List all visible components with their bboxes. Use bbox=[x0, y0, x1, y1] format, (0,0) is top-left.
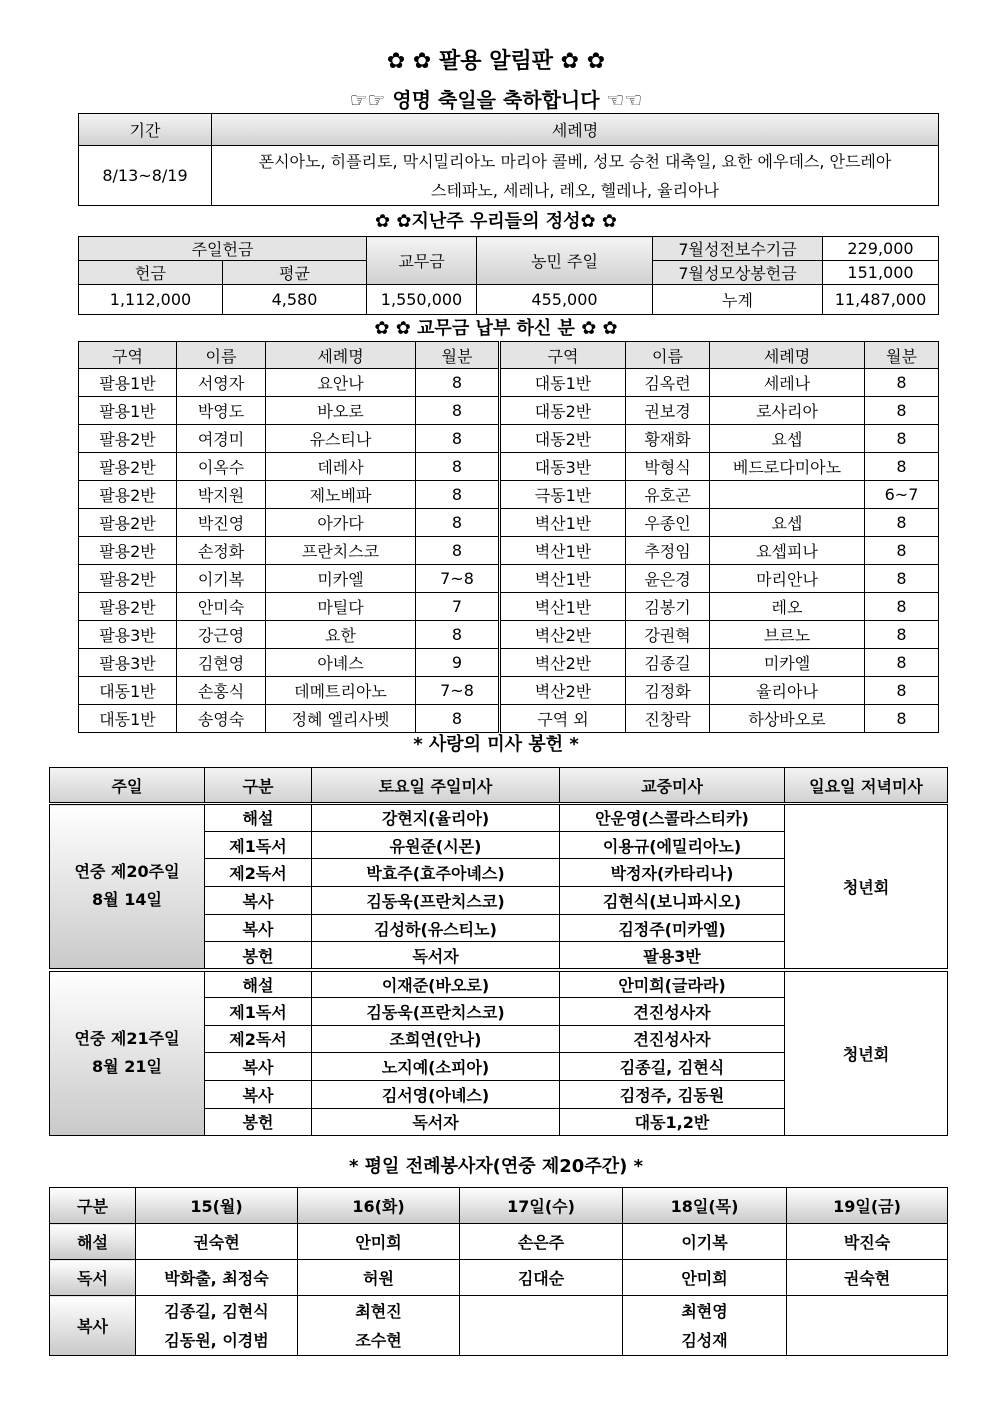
dues-cell: 팔용2반 bbox=[79, 593, 177, 621]
mass-cell: 이재준(바오로) bbox=[312, 970, 560, 998]
dues-row bbox=[79, 509, 939, 537]
dues-cell: 9 bbox=[416, 649, 500, 677]
dues-cell: 박지원 bbox=[177, 481, 266, 509]
weekday-header: 구분 bbox=[50, 1188, 136, 1224]
dues-cell: 베드로다미아노 bbox=[710, 453, 865, 481]
feast-header-period: 기간 bbox=[79, 114, 212, 146]
dues-cell: 8 bbox=[865, 565, 939, 593]
dues-cell: 율리아나 bbox=[710, 677, 865, 705]
dues-header: 월분 bbox=[865, 342, 939, 369]
mass-cell: 복사 bbox=[205, 1053, 312, 1081]
mass-week-date: 8월 14일 bbox=[92, 890, 162, 910]
offering-header-avg: 평균 bbox=[223, 261, 367, 285]
mass-cell: 조희연(안나) bbox=[312, 1025, 560, 1053]
mass-cell: 이용규(에밀리아노) bbox=[560, 831, 785, 859]
mass-week-date: 8월 21일 bbox=[92, 1057, 162, 1077]
dues-cell: 박영도 bbox=[177, 397, 266, 425]
dues-cell: 벽산1반 bbox=[500, 593, 626, 621]
dues-cell: 대동3반 bbox=[500, 453, 626, 481]
dues-cell: 벽산2반 bbox=[500, 649, 626, 677]
dues-cell: 벽산1반 bbox=[500, 509, 626, 537]
dues-cell: 마틸다 bbox=[266, 593, 416, 621]
dues-cell: 강근영 bbox=[177, 621, 266, 649]
offering-dues: 1,550,000 bbox=[367, 285, 477, 315]
dues-cell: 팔용2반 bbox=[79, 425, 177, 453]
weekday-table bbox=[49, 1187, 948, 1356]
mass-week bbox=[50, 804, 205, 970]
dues-cell: 벽산2반 bbox=[500, 677, 626, 705]
dues-cell: 마리안나 bbox=[710, 565, 865, 593]
feast-period: 8/13~8/19 bbox=[79, 146, 212, 206]
dues-cell: 손정화 bbox=[177, 537, 266, 565]
offering-header-sunday: 주일헌금 bbox=[79, 237, 367, 261]
mass-cell: 제2독서 bbox=[205, 859, 312, 887]
dues-cell: 요안나 bbox=[266, 369, 416, 397]
dues-cell: 프란치스코 bbox=[266, 537, 416, 565]
dues-cell: 강권혁 bbox=[626, 621, 710, 649]
mass-cell: 안미희(글라라) bbox=[560, 970, 785, 998]
dues-cell: 8 bbox=[865, 369, 939, 397]
mass-week-name: 연중 제21주일 bbox=[74, 1029, 180, 1049]
mass-cell: 제1독서 bbox=[205, 997, 312, 1025]
feast-names-line2: 스테파노, 세레나, 레오, 헬레나, 율리아나 bbox=[431, 180, 719, 200]
dues-cell: 세레나 bbox=[710, 369, 865, 397]
weekday-server bbox=[460, 1326, 622, 1355]
dues-cell: 팔용1반 bbox=[79, 397, 177, 425]
mass-cell: 견진성사자 bbox=[560, 1025, 785, 1053]
weekday-header: 16(화) bbox=[298, 1188, 460, 1224]
dues-cell: 박형식 bbox=[626, 453, 710, 481]
dues-cell: 6~7 bbox=[865, 481, 939, 509]
offering-header-farmer: 농민 주일 bbox=[477, 237, 653, 285]
dues-cell: 정혜 엘리사벳 bbox=[266, 705, 416, 733]
mass-cell: 해설 bbox=[205, 970, 312, 998]
mass-header: 구분 bbox=[205, 768, 312, 804]
mass-cell: 복사 bbox=[205, 1080, 312, 1108]
dues-row bbox=[79, 369, 939, 397]
weekday-cell: 권숙현 bbox=[787, 1260, 948, 1296]
dues-cell: 대동1반 bbox=[500, 369, 626, 397]
dues-row bbox=[79, 649, 939, 677]
dues-cell: 8 bbox=[865, 677, 939, 705]
mass-cell: 봉헌 bbox=[205, 1108, 312, 1136]
mass-week bbox=[50, 970, 205, 1136]
dues-cell: 8 bbox=[865, 705, 939, 733]
feast-names-line1: 폰시아노, 히플리토, 막시밀리아노 마리아 콜베, 성모 승천 대축일, 요한 에우데스, 안드레아 bbox=[258, 151, 892, 171]
dues-cell: 팔용2반 bbox=[79, 565, 177, 593]
dues-cell: 벽산1반 bbox=[500, 537, 626, 565]
dues-cell: 데메트리아노 bbox=[266, 677, 416, 705]
weekday-server: 김동원, 이경범 bbox=[164, 1330, 269, 1350]
dues-cell: 8 bbox=[416, 453, 500, 481]
dues-cell: 구역 외 bbox=[500, 705, 626, 733]
feast-table bbox=[78, 113, 939, 206]
weekday-cell bbox=[298, 1296, 460, 1356]
mass-cell: 대동1,2반 bbox=[560, 1108, 785, 1136]
mass-cell: 김성하(유스티노) bbox=[312, 914, 560, 942]
weekday-server: 최현영 bbox=[681, 1301, 728, 1321]
dues-row bbox=[79, 621, 939, 649]
mass-cell: 김서영(아녜스) bbox=[312, 1080, 560, 1108]
dues-cell: 8 bbox=[865, 537, 939, 565]
dues-header: 구역 bbox=[500, 342, 626, 369]
weekday-server: 조수현 bbox=[355, 1330, 402, 1350]
dues-table bbox=[78, 341, 939, 733]
dues-cell: 7~8 bbox=[416, 677, 500, 705]
dues-cell: 8 bbox=[416, 537, 500, 565]
offering-table bbox=[78, 236, 939, 315]
dues-cell: 팔용2반 bbox=[79, 481, 177, 509]
total-value: 11,487,000 bbox=[823, 285, 939, 315]
dues-cell: 8 bbox=[416, 481, 500, 509]
dues-cell: 하상바오로 bbox=[710, 705, 865, 733]
dues-cell: 요셉 bbox=[710, 509, 865, 537]
dues-cell: 김옥련 bbox=[626, 369, 710, 397]
offering-header-dues: 교무금 bbox=[367, 237, 477, 285]
dues-cell: 손홍식 bbox=[177, 677, 266, 705]
dues-header: 구역 bbox=[79, 342, 177, 369]
dues-cell: 대동1반 bbox=[79, 677, 177, 705]
weekday-cell: 박진숙 bbox=[787, 1224, 948, 1260]
dues-row bbox=[79, 677, 939, 705]
dues-cell: 브르노 bbox=[710, 621, 865, 649]
dues-cell: 팔용2반 bbox=[79, 509, 177, 537]
dues-header: 이름 bbox=[177, 342, 266, 369]
mass-cell: 안운영(스콜라스티카) bbox=[560, 804, 785, 832]
weekday-role: 독서 bbox=[50, 1260, 136, 1296]
weekday-header: 19일(금) bbox=[787, 1188, 948, 1224]
dues-cell: 8 bbox=[416, 621, 500, 649]
dues-cell: 7 bbox=[416, 593, 500, 621]
mass-cell: 유원준(시몬) bbox=[312, 831, 560, 859]
weekday-role: 복사 bbox=[50, 1296, 136, 1356]
weekday-title: * 평일 전례봉사자(연중 제20주간) * bbox=[348, 1156, 644, 1177]
dues-cell: 로사리아 bbox=[710, 397, 865, 425]
fund2-label: 7월성모상봉헌금 bbox=[653, 261, 823, 285]
mass-cell: 박정자(카타리나) bbox=[560, 859, 785, 887]
total-label: 누계 bbox=[653, 285, 823, 315]
dues-row bbox=[79, 425, 939, 453]
dues-cell: 8 bbox=[865, 509, 939, 537]
mass-cell: 견진성사자 bbox=[560, 997, 785, 1025]
dues-cell: 8 bbox=[416, 397, 500, 425]
weekday-server: 김종길, 김현식 bbox=[164, 1301, 269, 1321]
dues-cell: 8 bbox=[865, 621, 939, 649]
mass-cell: 해설 bbox=[205, 804, 312, 832]
dues-cell: 7~8 bbox=[416, 565, 500, 593]
dues-cell: 8 bbox=[865, 425, 939, 453]
dues-cell: 극동1반 bbox=[500, 481, 626, 509]
offering-avg: 4,580 bbox=[223, 285, 367, 315]
weekday-cell: 허원 bbox=[298, 1260, 460, 1296]
weekday-cell bbox=[623, 1296, 787, 1356]
dues-cell: 안미숙 bbox=[177, 593, 266, 621]
dues-cell: 요셉피나 bbox=[710, 537, 865, 565]
dues-cell: 바오로 bbox=[266, 397, 416, 425]
dues-cell: 8 bbox=[416, 509, 500, 537]
offering-title: ✿ ✿지난주 우리들의 정성✿ ✿ bbox=[375, 211, 617, 232]
weekday-cell: 손은주 bbox=[460, 1224, 623, 1260]
dues-cell: 요한 bbox=[266, 621, 416, 649]
dues-cell: 팔용3반 bbox=[79, 649, 177, 677]
dues-cell: 김정화 bbox=[626, 677, 710, 705]
weekday-row bbox=[50, 1260, 948, 1296]
weekday-server bbox=[787, 1326, 947, 1355]
dues-cell: 서영자 bbox=[177, 369, 266, 397]
dues-header: 세례명 bbox=[710, 342, 865, 369]
dues-cell: 미카엘 bbox=[266, 565, 416, 593]
dues-cell: 김종길 bbox=[626, 649, 710, 677]
fund2-value: 151,000 bbox=[823, 261, 939, 285]
weekday-cell bbox=[787, 1296, 948, 1356]
mass-header: 토요일 주일미사 bbox=[312, 768, 560, 804]
dues-row bbox=[79, 453, 939, 481]
fund1-label: 7월성전보수기금 bbox=[653, 237, 823, 261]
mass-cell: 김현식(보니파시오) bbox=[560, 887, 785, 915]
dues-header: 이름 bbox=[626, 342, 710, 369]
dues-cell: 팔용1반 bbox=[79, 369, 177, 397]
mass-cell: 김정주(미카엘) bbox=[560, 914, 785, 942]
mass-cell: 김동욱(프란치스코) bbox=[312, 887, 560, 915]
weekday-role: 해설 bbox=[50, 1224, 136, 1260]
mass-week-name: 연중 제20주일 bbox=[74, 862, 180, 882]
feast-names bbox=[212, 146, 939, 206]
weekday-cell: 이기복 bbox=[623, 1224, 787, 1260]
mass-cell: 강현지(율리아) bbox=[312, 804, 560, 832]
weekday-header: 15(월) bbox=[136, 1188, 298, 1224]
mass-cell: 제2독서 bbox=[205, 1025, 312, 1053]
weekday-cell bbox=[460, 1296, 623, 1356]
dues-cell: 김현영 bbox=[177, 649, 266, 677]
dues-cell: 요셉 bbox=[710, 425, 865, 453]
mass-header: 교중미사 bbox=[560, 768, 785, 804]
dues-cell: 유호곤 bbox=[626, 481, 710, 509]
weekday-server bbox=[460, 1297, 622, 1326]
dues-cell: 아가다 bbox=[266, 509, 416, 537]
dues-row bbox=[79, 565, 939, 593]
weekday-cell: 안미희 bbox=[623, 1260, 787, 1296]
dues-cell: 진창락 bbox=[626, 705, 710, 733]
dues-cell: 김봉기 bbox=[626, 593, 710, 621]
offering-header-cash: 헌금 bbox=[79, 261, 223, 285]
mass-cell: 독서자 bbox=[312, 942, 560, 970]
dues-cell: 대동2반 bbox=[500, 425, 626, 453]
offering-cash: 1,112,000 bbox=[79, 285, 223, 315]
mass-cell: 독서자 bbox=[312, 1108, 560, 1136]
dues-cell: 8 bbox=[416, 369, 500, 397]
dues-cell: 대동1반 bbox=[79, 705, 177, 733]
feast-header-names: 세례명 bbox=[212, 114, 939, 146]
dues-row bbox=[79, 705, 939, 733]
mass-evening: 청년회 bbox=[785, 970, 948, 1136]
dues-cell: 레오 bbox=[710, 593, 865, 621]
weekday-server bbox=[787, 1297, 947, 1326]
dues-cell: 팔용3반 bbox=[79, 621, 177, 649]
dues-cell: 송영숙 bbox=[177, 705, 266, 733]
dues-cell: 권보경 bbox=[626, 397, 710, 425]
dues-cell: 미카엘 bbox=[710, 649, 865, 677]
weekday-header: 18일(목) bbox=[623, 1188, 787, 1224]
mass-table bbox=[49, 767, 948, 1136]
mass-cell: 김종길, 김현식 bbox=[560, 1053, 785, 1081]
mass-cell: 제1독서 bbox=[205, 831, 312, 859]
weekday-cell: 김대순 bbox=[460, 1260, 623, 1296]
mass-cell: 복사 bbox=[205, 914, 312, 942]
dues-cell: 윤은경 bbox=[626, 565, 710, 593]
page-subtitle: ☞☞ 영명 축일을 축하합니다 ☜☜ bbox=[349, 88, 643, 112]
mass-header: 일요일 저녁미사 bbox=[785, 768, 948, 804]
dues-row bbox=[79, 537, 939, 565]
mass-cell: 박효주(효주아녜스) bbox=[312, 859, 560, 887]
fund1-value: 229,000 bbox=[823, 237, 939, 261]
dues-cell: 8 bbox=[865, 593, 939, 621]
weekday-cell: 박화출, 최정숙 bbox=[136, 1260, 298, 1296]
page-title: ✿ ✿ 팔용 알림판 ✿ ✿ bbox=[386, 49, 606, 74]
weekday-cell bbox=[136, 1296, 298, 1356]
weekday-row bbox=[50, 1224, 948, 1260]
mass-cell: 봉헌 bbox=[205, 942, 312, 970]
dues-title: ✿ ✿ 교무금 납부 하신 분 ✿ ✿ bbox=[374, 318, 618, 339]
dues-cell: 벽산1반 bbox=[500, 565, 626, 593]
dues-cell: 아녜스 bbox=[266, 649, 416, 677]
dues-cell: 데레사 bbox=[266, 453, 416, 481]
dues-cell: 8 bbox=[865, 649, 939, 677]
dues-cell bbox=[710, 481, 865, 509]
dues-cell: 이기복 bbox=[177, 565, 266, 593]
dues-cell: 유스티나 bbox=[266, 425, 416, 453]
weekday-row bbox=[50, 1296, 948, 1356]
dues-row bbox=[79, 481, 939, 509]
mass-header: 주일 bbox=[50, 768, 205, 804]
mass-evening: 청년회 bbox=[785, 804, 948, 970]
dues-cell: 벽산2반 bbox=[500, 621, 626, 649]
dues-cell: 팔용2반 bbox=[79, 537, 177, 565]
dues-header: 월분 bbox=[416, 342, 500, 369]
weekday-header: 17일(수) bbox=[460, 1188, 623, 1224]
dues-header: 세례명 bbox=[266, 342, 416, 369]
dues-cell: 우종인 bbox=[626, 509, 710, 537]
weekday-cell: 권숙현 bbox=[136, 1224, 298, 1260]
mass-cell: 김동욱(프란치스코) bbox=[312, 997, 560, 1025]
dues-cell: 8 bbox=[865, 453, 939, 481]
dues-cell: 추정임 bbox=[626, 537, 710, 565]
dues-cell: 8 bbox=[416, 705, 500, 733]
dues-cell: 황재화 bbox=[626, 425, 710, 453]
weekday-cell: 안미희 bbox=[298, 1224, 460, 1260]
dues-row bbox=[79, 593, 939, 621]
weekday-server: 최현진 bbox=[355, 1301, 402, 1321]
mass-cell: 김정주, 김동원 bbox=[560, 1080, 785, 1108]
mass-cell: 복사 bbox=[205, 887, 312, 915]
dues-row bbox=[79, 397, 939, 425]
dues-cell: 팔용2반 bbox=[79, 453, 177, 481]
weekday-server: 김성재 bbox=[681, 1330, 728, 1350]
mass-cell: 팔용3반 bbox=[560, 942, 785, 970]
mass-row bbox=[50, 970, 948, 998]
dues-cell: 제노베파 bbox=[266, 481, 416, 509]
dues-cell: 8 bbox=[865, 397, 939, 425]
mass-title: * 사랑의 미사 봉헌 * bbox=[413, 734, 579, 755]
mass-row bbox=[50, 804, 948, 832]
dues-cell: 이옥수 bbox=[177, 453, 266, 481]
mass-cell: 노지예(소피아) bbox=[312, 1053, 560, 1081]
dues-cell: 박진영 bbox=[177, 509, 266, 537]
dues-cell: 여경미 bbox=[177, 425, 266, 453]
dues-cell: 8 bbox=[416, 425, 500, 453]
dues-cell: 대동2반 bbox=[500, 397, 626, 425]
offering-farmer: 455,000 bbox=[477, 285, 653, 315]
